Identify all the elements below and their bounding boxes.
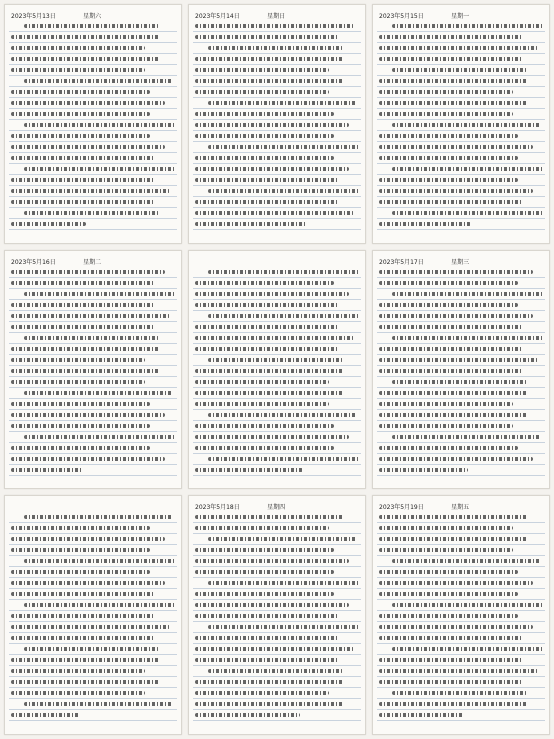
handwritten-text <box>11 515 175 728</box>
handwriting-line <box>208 358 342 362</box>
handwriting-line <box>379 581 533 585</box>
handwriting-line <box>379 570 518 574</box>
handwriting-line <box>195 592 334 596</box>
page-date: 2023年5月18日 <box>195 504 240 512</box>
handwriting-line <box>195 156 334 160</box>
handwriting-line <box>24 336 158 340</box>
handwriting-line <box>208 189 359 193</box>
handwriting-line <box>195 281 334 285</box>
handwriting-line <box>379 636 523 640</box>
diary-page-grid <box>4 4 550 735</box>
handwriting-line <box>195 548 334 552</box>
page-date: 2023年5月17日 <box>379 258 424 266</box>
handwriting-line <box>195 424 334 428</box>
handwriting-line <box>379 347 523 351</box>
handwriting-line <box>195 336 354 340</box>
handwriting-line <box>392 647 543 651</box>
handwriting-line <box>11 112 150 116</box>
handwriting-line <box>379 391 528 395</box>
handwriting-line <box>379 303 518 307</box>
handwriting-line <box>11 222 86 226</box>
handwriting-line <box>24 24 158 28</box>
handwritten-text <box>195 24 359 237</box>
handwriting-line <box>195 446 334 450</box>
handwriting-line <box>11 46 145 50</box>
handwriting-line <box>195 369 344 373</box>
handwriting-line <box>11 537 165 541</box>
handwriting-line <box>11 358 145 362</box>
diary-page-8 <box>188 495 366 735</box>
page-date: 2023年5月16日 <box>11 258 56 266</box>
handwriting-line <box>392 603 543 607</box>
handwriting-line <box>379 669 538 673</box>
handwriting-line <box>11 669 145 673</box>
handwriting-line <box>24 211 158 215</box>
page-date: 2023年5月13日 <box>11 13 56 20</box>
handwriting-line <box>379 189 533 193</box>
handwriting-line <box>11 592 155 596</box>
handwriting-line <box>379 713 464 717</box>
handwriting-line <box>379 112 513 116</box>
handwriting-line <box>11 189 170 193</box>
handwriting-line <box>195 292 349 296</box>
handwriting-line <box>11 658 160 662</box>
handwriting-line <box>195 167 349 171</box>
handwriting-line <box>379 614 518 618</box>
handwriting-line <box>24 515 173 519</box>
handwriting-line <box>195 680 344 684</box>
handwriting-line <box>208 413 357 417</box>
handwriting-line <box>208 625 359 629</box>
handwriting-line <box>11 413 165 417</box>
handwriting-line <box>379 537 528 541</box>
handwriting-line <box>195 79 344 83</box>
handwriting-line <box>195 614 339 618</box>
handwriting-line <box>195 702 344 706</box>
handwriting-line <box>195 636 339 640</box>
handwriting-line <box>392 292 543 296</box>
handwriting-line <box>379 314 533 318</box>
handwritten-text <box>379 270 543 483</box>
handwriting-line <box>379 515 528 519</box>
handwriting-line <box>379 680 523 684</box>
handwriting-line <box>379 402 513 406</box>
diary-page-4 <box>4 250 182 490</box>
handwriting-line <box>24 292 175 296</box>
handwriting-line <box>11 402 150 406</box>
handwriting-line <box>392 559 541 563</box>
handwriting-line <box>208 46 342 50</box>
handwriting-line <box>195 303 339 307</box>
handwritten-text <box>195 270 359 483</box>
handwriting-line <box>24 79 173 83</box>
handwriting-line <box>379 446 518 450</box>
page-header <box>11 10 175 21</box>
page-weekday: 星期二 <box>83 258 102 266</box>
handwriting-line <box>24 123 175 127</box>
handwriting-line <box>379 413 528 417</box>
handwriting-line <box>11 614 155 618</box>
handwriting-line <box>11 468 83 472</box>
diary-page-5 <box>188 250 366 490</box>
handwriting-line <box>379 90 513 94</box>
handwriting-line <box>208 145 359 149</box>
page-weekday: 星期日 <box>267 13 286 20</box>
handwriting-line <box>208 537 357 541</box>
handwriting-line <box>392 167 543 171</box>
handwriting-line <box>195 24 354 28</box>
diary-page-9 <box>372 495 550 735</box>
handwriting-line <box>11 713 80 717</box>
diary-page-6 <box>372 250 550 490</box>
handwriting-line <box>11 380 145 384</box>
handwriting-line <box>11 369 160 373</box>
handwriting-line <box>195 570 334 574</box>
handwriting-line <box>379 468 468 472</box>
handwriting-line <box>195 713 300 717</box>
handwriting-line <box>11 636 155 640</box>
diary-page-2 <box>188 4 366 244</box>
handwriting-line <box>24 167 175 171</box>
handwriting-line <box>379 424 513 428</box>
handwriting-line <box>379 145 533 149</box>
handwriting-line <box>24 702 173 706</box>
handwriting-line <box>208 270 359 274</box>
handwriting-line <box>379 101 528 105</box>
handwriting-line <box>11 347 160 351</box>
page-weekday: 星期一 <box>451 13 470 20</box>
handwriting-line <box>379 200 523 204</box>
handwriting-line <box>379 57 523 61</box>
handwriting-line <box>195 57 344 61</box>
page-header <box>195 10 359 21</box>
handwriting-line <box>195 123 349 127</box>
handwriting-line <box>379 658 523 662</box>
handwriting-line <box>379 325 523 329</box>
handwriting-line <box>11 457 165 461</box>
handwriting-line <box>379 369 523 373</box>
handwriting-line <box>11 548 150 552</box>
handwriting-line <box>392 691 526 695</box>
handwriting-line <box>195 347 339 351</box>
handwriting-line <box>392 380 526 384</box>
page-header <box>379 256 543 267</box>
handwriting-line <box>208 669 342 673</box>
handwriting-line <box>11 281 155 285</box>
diary-page-7 <box>4 495 182 735</box>
handwritten-text <box>11 24 175 237</box>
handwriting-line <box>392 435 541 439</box>
handwriting-line <box>195 380 329 384</box>
handwriting-line <box>379 134 518 138</box>
page-header <box>379 10 543 21</box>
page-header <box>379 501 543 512</box>
handwriting-line <box>11 270 165 274</box>
handwriting-line <box>195 603 349 607</box>
handwriting-line <box>379 526 513 530</box>
handwriting-line <box>11 325 155 329</box>
handwriting-line <box>11 625 170 629</box>
handwriting-line <box>208 581 359 585</box>
handwriting-line <box>195 200 339 204</box>
handwriting-line <box>379 281 518 285</box>
handwriting-line <box>379 156 518 160</box>
handwriting-line <box>11 314 170 318</box>
handwriting-line <box>195 35 339 39</box>
handwritten-text <box>11 270 175 483</box>
handwriting-line <box>195 222 307 226</box>
page-date: 2023年5月19日 <box>379 504 424 512</box>
handwriting-line <box>195 90 329 94</box>
handwritten-text <box>379 24 543 237</box>
handwriting-line <box>11 101 165 105</box>
handwriting-line <box>208 457 359 461</box>
handwriting-line <box>379 625 533 629</box>
handwriting-line <box>24 603 175 607</box>
handwriting-line <box>11 446 150 450</box>
handwriting-line <box>11 691 145 695</box>
handwriting-line <box>195 515 344 519</box>
handwriting-line <box>195 391 344 395</box>
handwriting-line <box>11 570 150 574</box>
handwriting-line <box>11 134 150 138</box>
page-weekday: 星期六 <box>83 13 102 20</box>
handwriting-line <box>11 303 155 307</box>
handwriting-line <box>195 559 349 563</box>
handwriting-line <box>195 112 334 116</box>
handwriting-line <box>392 123 541 127</box>
handwriting-line <box>379 702 528 706</box>
handwriting-line <box>379 35 523 39</box>
handwriting-line <box>195 178 339 182</box>
handwriting-line <box>195 435 349 439</box>
handwriting-line <box>195 325 339 329</box>
page-header <box>11 501 175 512</box>
handwriting-line <box>24 435 175 439</box>
diary-page-1 <box>4 4 182 244</box>
handwriting-line <box>195 468 303 472</box>
handwriting-line <box>11 156 155 160</box>
handwriting-line <box>195 211 354 215</box>
handwriting-line <box>24 559 175 563</box>
page-date: 2023年5月15日 <box>379 13 424 20</box>
handwriting-line <box>392 336 543 340</box>
handwriting-line <box>11 90 150 94</box>
handwriting-line <box>379 457 533 461</box>
handwriting-line <box>195 134 334 138</box>
handwriting-line <box>208 314 359 318</box>
handwriting-line <box>11 68 145 72</box>
handwriting-line <box>11 178 155 182</box>
handwriting-line <box>11 35 160 39</box>
handwriting-line <box>392 211 543 215</box>
handwriting-line <box>379 592 518 596</box>
handwriting-line <box>379 358 538 362</box>
handwriting-line <box>208 101 357 105</box>
handwriting-line <box>11 200 155 204</box>
handwriting-line <box>11 680 160 684</box>
handwriting-line <box>392 24 543 28</box>
handwriting-line <box>24 391 173 395</box>
handwriting-line <box>195 402 329 406</box>
handwriting-line <box>195 526 329 530</box>
handwritten-text <box>195 515 359 728</box>
handwriting-line <box>392 68 526 72</box>
page-weekday: 星期四 <box>267 504 286 512</box>
handwriting-line <box>195 658 339 662</box>
page-header <box>195 256 359 267</box>
page-weekday: 星期五 <box>451 504 470 512</box>
handwritten-text <box>379 515 543 728</box>
handwriting-line <box>379 222 471 226</box>
handwriting-line <box>195 647 354 651</box>
page-date: 2023年5月14日 <box>195 13 240 20</box>
handwriting-line <box>11 57 160 61</box>
handwriting-line <box>379 178 518 182</box>
page-header <box>11 256 175 267</box>
handwriting-line <box>11 581 165 585</box>
handwriting-line <box>24 647 158 651</box>
handwriting-line <box>11 424 150 428</box>
diary-page-3 <box>372 4 550 244</box>
handwriting-line <box>11 145 165 149</box>
handwriting-line <box>195 68 329 72</box>
page-weekday: 星期三 <box>451 258 470 266</box>
handwriting-line <box>195 691 329 695</box>
page-header <box>195 501 359 512</box>
handwriting-line <box>379 548 513 552</box>
handwriting-line <box>379 79 528 83</box>
handwriting-line <box>11 526 150 530</box>
handwriting-line <box>379 46 538 50</box>
handwriting-line <box>379 270 533 274</box>
